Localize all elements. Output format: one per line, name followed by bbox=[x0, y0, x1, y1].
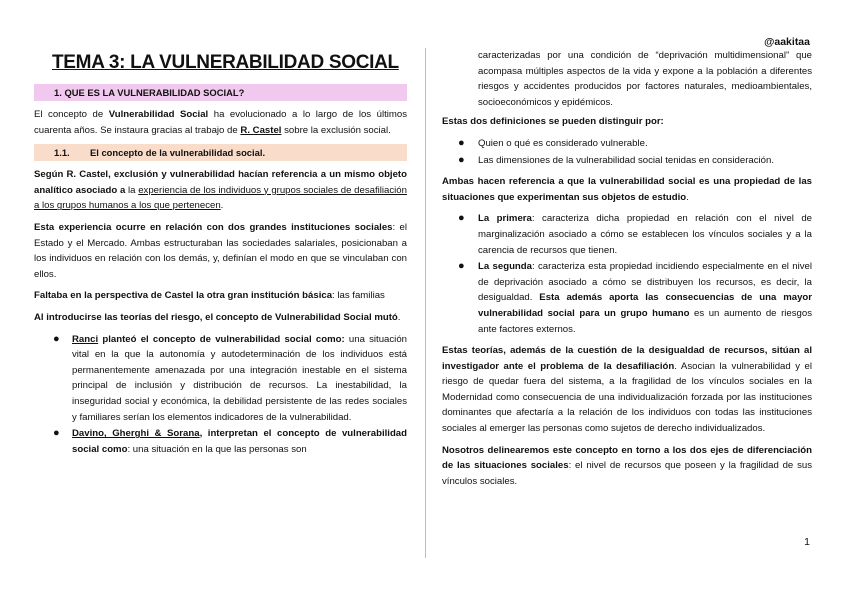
text: . bbox=[686, 191, 689, 203]
page-number: 1 bbox=[804, 536, 810, 548]
section-number: 1.1. bbox=[54, 147, 70, 159]
distinction-list bbox=[442, 136, 812, 168]
first-second-list bbox=[442, 211, 812, 337]
author-reference: R. Castel bbox=[240, 124, 282, 136]
list-item bbox=[34, 426, 407, 457]
author-reference: Davino, Gherghi & Sorana bbox=[72, 428, 200, 440]
list-item bbox=[442, 136, 812, 152]
list-item bbox=[34, 332, 407, 426]
text: . Asocian la vulnerabilidad y el riesgo de quedar fuera del sistema, a la fragilidad de los vínculos sociales en la Modernidad como consecuencia de una individualización forzada por las instituciones dominantes que afectaría a la relación de los individuos con todas las instituciones sociales al emerger las personas como sujetos de derecho individualizados. bbox=[442, 360, 812, 435]
text: : caracteriza dicha propiedad en relación con el nivel de marginalización asociado a cómo se establecen los vínculos sociales y a la carencia de recursos que tienen. bbox=[478, 213, 812, 256]
section-heading-1 bbox=[34, 84, 407, 101]
text: una situación vital en la que la autonomía y autodeterminación de los individuos está permanentemente amenazada por una integración inestable en el sistema principal de inclusión y distribución de recursos. La inestabilidad, la inseguridad social y económica, la debilidad persistente de las redes sociales y familiares serían los elementos indicadores de la vulnerabilidad. bbox=[72, 333, 407, 423]
paragraph-institutions bbox=[34, 220, 407, 282]
text: Las dimensiones de la vulnerabilidad social tenidas en consideración. bbox=[478, 154, 774, 166]
bold-term: Vulnerabilidad Social bbox=[108, 109, 209, 120]
list-item bbox=[442, 211, 812, 258]
paragraph-risk bbox=[34, 310, 407, 326]
section-number: 1. bbox=[54, 87, 62, 98]
paragraph-distinguish: Estas dos definiciones se pueden distinguir por: bbox=[442, 116, 664, 128]
text: : el nivel de recursos que poseen y la fragilidad de sus vínculos sociales. bbox=[442, 460, 812, 487]
bold-text: La primera bbox=[478, 213, 532, 225]
text: . bbox=[397, 311, 401, 323]
bold-text: Faltaba en la perspectiva de Castel la otra gran institución básica bbox=[34, 290, 333, 302]
text: la bbox=[125, 184, 139, 196]
intro-paragraph bbox=[34, 107, 407, 138]
document-title: TEMA 3: LA VULNERABILIDAD SOCIAL bbox=[52, 52, 399, 73]
continued-paragraph: caracterizadas por una condición de “deprivación multidimensional” que acompasa múltiples aspectos de la vida y expone a la población a diferentes riesgos y accidentes producidos por factores naturales, medioambientales, socioeconómicos y epidémicos. bbox=[478, 50, 812, 108]
bullet-icon: ● bbox=[53, 332, 60, 345]
bold-text: Esta experiencia ocurre en relación con dos grandes instituciones sociales bbox=[34, 221, 393, 233]
bold-text: , interpretan el concepto de vulnerabilidad social como bbox=[72, 428, 407, 455]
bold-text: de las situaciones que experimentan sus objetos de estudio bbox=[442, 176, 813, 203]
text: . bbox=[220, 200, 224, 212]
text: El concepto de bbox=[34, 109, 109, 120]
paragraph-theories bbox=[442, 343, 812, 437]
text: : caracteriza esta propiedad incidiendo especialmente en el nivel de deprivación asociado a cómo se distribuyen los recursos, es decir, la desigualdad. bbox=[478, 261, 812, 304]
section-heading-1-1 bbox=[34, 144, 407, 161]
text: : las familias bbox=[332, 290, 385, 302]
right-column bbox=[442, 48, 812, 495]
left-column bbox=[34, 44, 407, 463]
section-label: QUE ES LA VULNERABILIDAD SOCIAL? bbox=[64, 87, 245, 98]
paragraph-families bbox=[34, 288, 407, 304]
paragraph-property bbox=[442, 174, 812, 205]
text: : una situación en la que las personas son bbox=[127, 443, 307, 455]
definitions-list bbox=[34, 332, 407, 458]
bullet-icon: ● bbox=[458, 260, 465, 273]
author-handle: @aakitaa bbox=[764, 36, 810, 48]
paragraph-castel bbox=[34, 167, 407, 214]
underlined-text: experiencia de los individuos y grupos sociales de desafiliación a los grupos humanos a los que pertenecen bbox=[34, 184, 407, 212]
bullet-icon: ● bbox=[458, 153, 465, 166]
column-divider bbox=[425, 48, 426, 558]
bold-text: Nosotros delinearemos este concepto en torno a los dos ejes de diferenciación de las situaciones sociales bbox=[442, 444, 812, 472]
list-item bbox=[442, 153, 812, 169]
section-label: El concepto de la vulnerabilidad social. bbox=[90, 147, 266, 159]
text: ha evolucionado a lo largo de los últimos cuarenta años. Se instaura gracias al trabajo de bbox=[34, 109, 407, 136]
bold-text: Según R. Castel, exclusión y vulnerabilidad hacían referencia a un mismo objeto analítico asociado a bbox=[34, 169, 407, 196]
author-reference: Ranci bbox=[72, 333, 99, 345]
bullet-icon: ● bbox=[458, 136, 465, 149]
text: : el Estado y el Mercado. Ambas estructuraban las sociedades salariales, posicionaban a los individuos en relación con los demás, y, definían el modo en que se vinculaban con ellos. bbox=[34, 221, 407, 280]
bold-text: planteó el concepto de vulnerabilidad social como: bbox=[98, 333, 345, 345]
paragraph-axes bbox=[442, 443, 812, 490]
list-item bbox=[442, 259, 812, 337]
text: sobre la exclusión social. bbox=[281, 124, 391, 136]
bold-text: Estas teorías, además de la cuestión de la desigualdad de recursos, sitúan al investigador ante el problema de la desafiliación bbox=[442, 345, 812, 372]
text: Quien o qué es considerado vulnerable. bbox=[478, 137, 648, 149]
bullet-icon: ● bbox=[53, 427, 60, 440]
bold-text: Al introducirse las teorías del riesgo, el concepto de Vulnerabilidad Social mutó bbox=[34, 311, 398, 323]
bold-text: Ambas hacen referencia a que la vulnerabilidad social es una propiedad bbox=[442, 176, 781, 188]
text: es un aumento de riesgos ante factores externos. bbox=[478, 307, 812, 335]
bold-text: La segunda bbox=[478, 261, 532, 273]
bold-text: Esta además aporta las consecuencias de una mayor vulnerabilidad social para un grupo humano bbox=[478, 292, 812, 319]
bullet-icon: ● bbox=[458, 212, 465, 225]
